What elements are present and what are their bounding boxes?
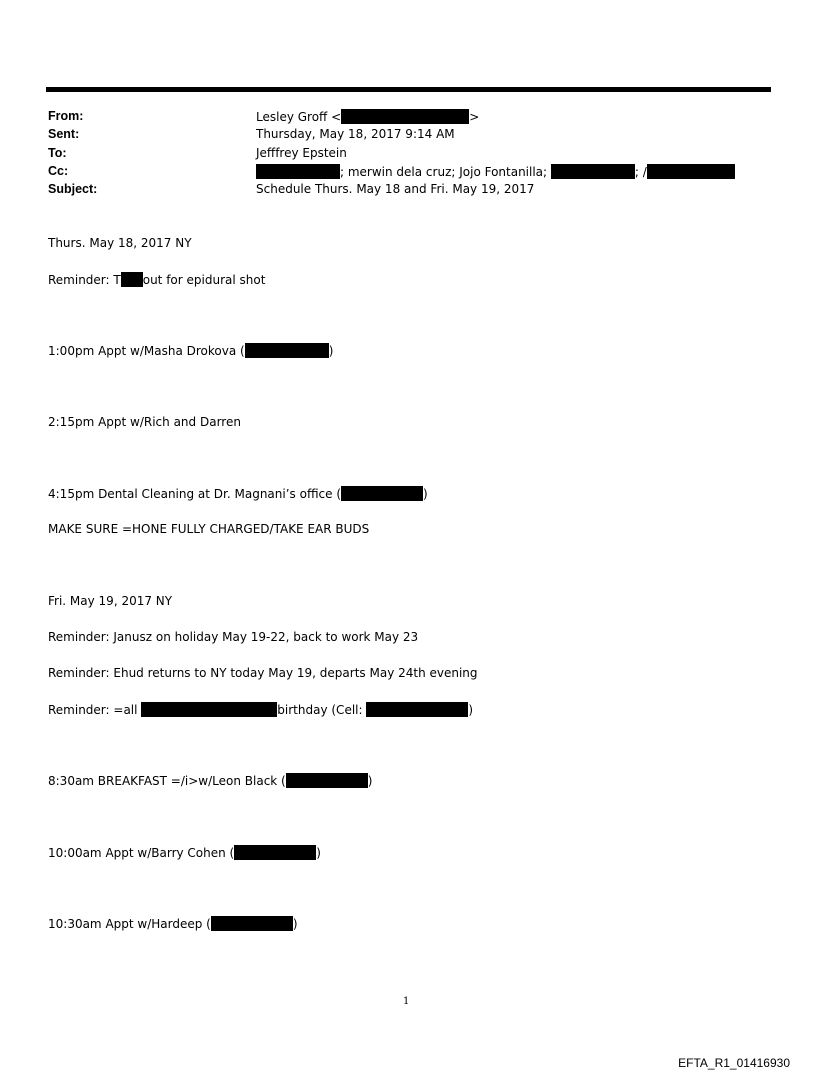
appointment-text: 10:00am Appt w/Barry Cohen ( [48,846,235,860]
appointment-text: 10:30am Appt w/Hardeep ( [48,917,211,931]
redaction-box [341,486,423,501]
redaction-box [366,702,468,717]
from-value [256,109,479,124]
reminder-text: Reminder: =all [48,703,138,717]
day-heading-thursday: Thurs. May 18, 2017 NY [48,236,192,250]
redaction-box [551,164,635,179]
from-name: Lesley Groff < [256,110,342,124]
reminder-text: ) [468,703,474,717]
note-line: MAKE SURE =HONE FULLY CHARGED/TAKE EAR BUDS [48,522,370,536]
from-label: From: [48,109,84,123]
subject-label: Subject: [48,182,98,196]
reminder-text: out for epidural shot [142,273,266,287]
redaction-box [141,702,277,717]
redaction-box [286,773,368,788]
redaction-box [647,164,735,179]
appointment-text: 1:00pm Appt w/Masha Drokova ( [48,344,245,358]
appointment-line [48,916,298,931]
bates-number: EFTA_R1_01416930 [678,1056,790,1070]
to-label: To: [48,146,67,160]
reminder-line [48,272,265,287]
redaction-box [234,845,316,860]
cc-label: Cc: [48,164,69,178]
appointment-text: ) [316,846,321,860]
redaction-box [341,109,469,124]
sent-value: Thursday, May 18, 2017 9:14 AM [256,127,455,141]
cc-separator-2: / [642,165,647,179]
redaction-box [211,916,293,931]
cc-value [256,164,735,179]
reminder-text: Reminder: T [48,273,121,287]
day-heading-friday: Fri. May 19, 2017 NY [48,594,173,608]
appointment-text: ) [328,344,334,358]
cc-separator: ; [634,165,639,179]
page-number: 1 [403,996,410,1007]
from-close: > [469,110,480,124]
cc-names: ; merwin dela cruz; Jojo Fontanilla; [340,165,548,179]
reminder-text: birthday (Cell: [277,703,363,717]
header-rule [46,87,771,92]
appointment-line: 2:15pm Appt w/Rich and Darren [48,415,241,429]
appointment-line [48,486,428,501]
reminder-line [48,702,473,717]
redaction-box [245,343,329,358]
sent-label: Sent: [48,127,80,141]
appointment-line [48,773,372,788]
reminder-line: Reminder: Janusz on holiday May 19-22, back to work May 23 [48,630,419,644]
appointment-line [48,845,321,860]
redaction-box [121,272,143,287]
appointment-text: ) [423,487,428,501]
appointment-text: ) [292,917,298,931]
appointment-text: ) [367,774,373,788]
subject-value: Schedule Thurs. May 18 and Fri. May 19, 2017 [256,182,535,196]
reminder-line: Reminder: Ehud returns to NY today May 19, departs May 24th evening [48,666,478,680]
appointment-text: 8:30am BREAKFAST =/i>w/Leon Black ( [48,774,286,788]
redaction-box [256,164,340,179]
to-value: Jefffrey Epstein [256,146,347,160]
appointment-text: 4:15pm Dental Cleaning at Dr. Magnani’s office ( [48,487,342,501]
appointment-line [48,343,333,358]
